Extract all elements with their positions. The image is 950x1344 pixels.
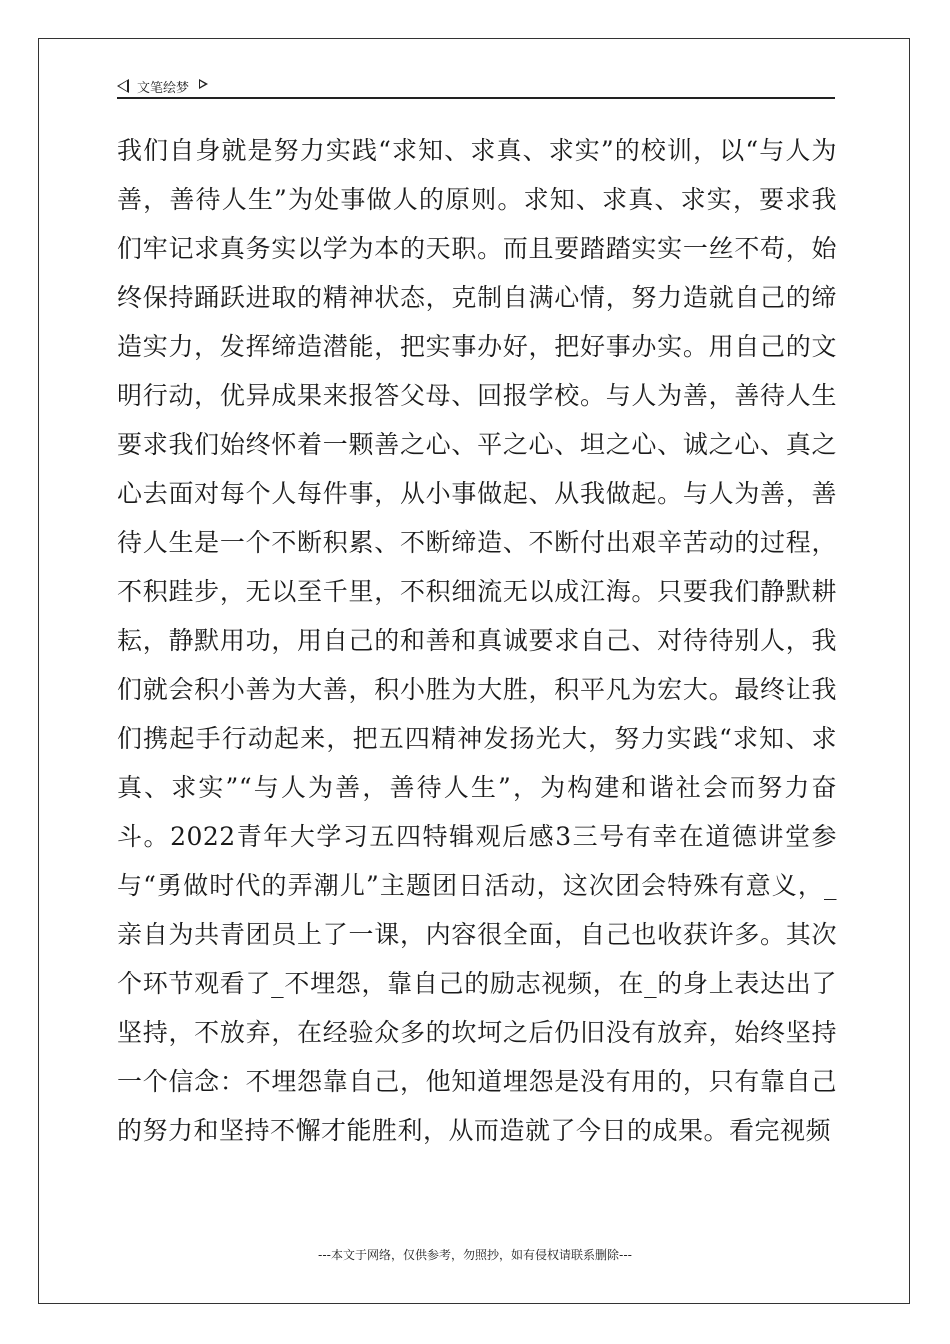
body-paragraph: 我们自身就是努力实践“求知、求真、求实”的校训，以“与人为善，善待人生”为处事做人的原则。求知、求真、求实，要求我们牢记求真务实以学为本的天职。而且要踏踏实实一丝不苟，始终保持踊跃进取的精神状态，克制自满心情，努力造就自己的缔造实力，发挥缔造潜能，把实事办好，把好事办实。用自己的文明行动，优异成果来报答父母、回报学校。与人为善，善待人生要求我们始终怀着一颗善之心、平之心、坦之心、诚之心、真之心去面对每个人每件事，从小事做起、从我做起。与人为善，善待人生是一个不断积累、不断缔造、不断付出艰辛苦动的过程，不积跬步，无以至千里，不积细流无以成江海。只要我们静默耕耘，静默用功，用自己的和善和真诚要求自己、对待待别人，我们就会积小善为大善，积小胜为大胜，积平凡为宏大。最终让我们携起手行动起来，把五四精神发扬光大，努力实践“求知、求真、求实”“与人为善，善待人生”，为构建和谐社会而努力奋斗。2022青年大学习五四特辑观后感3三号有幸在道德讲堂参与“勇做时代的弄潮儿”主题团日活动，这次团会特殊有意义，_亲自为共青团员上了一课，内容很全面，自己也收获许多。其次个环节观看了_不埋怨，靠自己的励志视频，在_的身上表达出了坚持，不放弃，在经验众多的坎坷之后仍旧没有放弃，始终坚持一个信念：不埋怨靠自己，他知道埋怨是没有用的，只有靠自己的努力和坚持不懈才能胜利，从而造就了今日的成果。看完视频 <box>117 136 837 1145</box>
triangle-left-icon <box>117 79 129 93</box>
page-footer: ---本文于网络，仅供参考，勿照抄，如有侵权请联系删除--- <box>318 1248 632 1262</box>
header-title: 文笔绘梦 <box>137 80 190 96</box>
page-header <box>117 74 835 98</box>
triangle-right-icon <box>199 79 208 89</box>
header-divider <box>117 97 835 99</box>
